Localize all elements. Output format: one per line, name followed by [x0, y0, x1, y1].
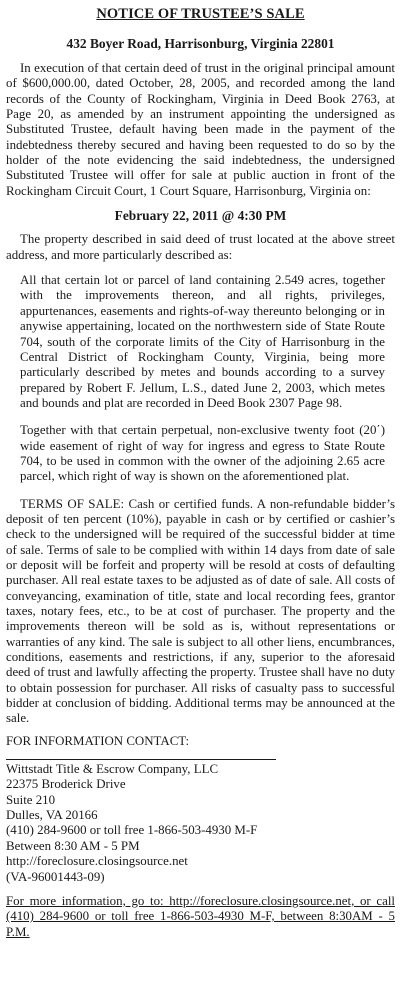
- intro-paragraph: In execution of that certain deed of trust in the original principal amount of $600,000.00, dated October, 28, 2005, and recorded among the land records of the County of Rockingham, Virginia in Deed Book 2763, at Page 20, as amended by an instrument appointing the undersigned as Substituted Trustee, default having been made in the payment of the indebtedness thereby secured and having been requested to do so by the holder of the note evidencing the said indebtedness, the undersigned Substituted Trustee will offer for sale at public auction in front of the Rockingham Circuit Court, 1 Court Square, Harrisonburg, Virginia on:: [6, 61, 395, 198]
- contact-divider: [6, 759, 276, 760]
- sale-date: February 22, 2011 @ 4:30 PM: [114, 208, 287, 224]
- property-description-block: [20, 273, 385, 484]
- contact-block: [6, 762, 395, 885]
- notice-title: NOTICE OF TRUSTEE’S SALE: [96, 6, 305, 22]
- easement-paragraph: Together with that certain perpetual, non-exclusive twenty foot (20΄) wide easement of right of way for ingress and egress to State Route 704, to be used in common with the owner of the adjoining 2.65 acre parcel, which right of way is shown on the aforementioned plat.: [20, 423, 385, 484]
- contact-suite: Suite 210: [6, 792, 56, 807]
- contact-city: Dulles, VA 20166: [6, 808, 98, 823]
- contact-company: Wittstadt Title & Escrow Company, LLC: [6, 762, 219, 777]
- contact-phone: (410) 284-9600 or toll free 1-866-503-4930 M-F: [6, 823, 258, 838]
- contact-heading: FOR INFORMATION CONTACT:: [6, 733, 190, 748]
- contact-website-link[interactable]: http://foreclosure.closingsource.net: [6, 854, 188, 869]
- contact-hours: Between 8:30 AM - 5 PM: [6, 838, 140, 853]
- contact-street: 22375 Broderick Drive: [6, 777, 126, 792]
- legal-description-paragraph: All that certain lot or parcel of land containing 2.549 acres, together with the improvements thereon, and all rights, privileges, appurtenances, easements and rights-of-way thereunto belonging or in anywise appertaining, located on the northwestern side of State Route 704, south of the corporate limits of the City of Harrisonburg in the Central District of Rockingham County, Virginia, being more particularly described by metes and bounds according to a survey prepared by Robert F. Jellum, L.S., dated June 2, 2003, which metes and bounds and plat are recorded in Deed Book 2307 Page 98.: [20, 273, 385, 410]
- property-address: 432 Boyer Road, Harrisonburg, Virginia 22801: [66, 36, 335, 51]
- contact-reference: (VA-96001443-09): [6, 869, 105, 884]
- terms-of-sale-paragraph: TERMS OF SALE: Cash or certified funds. A non-refundable bidder’s deposit of ten percent (10%), payable in cash or by certified or cashier’s check to the undersigned will be required of the successful bidder at time of sale. Terms of sale to be complied with within 14 days from date of sale or deposit will be forfeit and property will be resold at costs of defaulting purchaser. All real estate taxes to be adjusted as of date of sale. All costs of conveyancing, examination of title, state and local recording fees, grantor taxes, notary fees, etc., to be at cost of purchaser. The property and the improvements thereon will be sold as is, without representations or warranties of any kind. The sale is subject to all other liens, encumbrances, conditions, easements and restrictions, if any, superior to the aforesaid deed of trust and lawfully affecting the property. Trustee shall have no duty to obtain possession for purchaser. All risks of casualty pass to successful bidder at conclusion of bidding. Additional terms may be announced at the sale.: [6, 496, 395, 726]
- property-intro-paragraph: The property described in said deed of trust located at the above street address, and more particularly described as:: [6, 232, 395, 262]
- more-info-link[interactable]: For more information, go to: http://foreclosure.closingsource.net, or call (410) 284-9600 or toll free 1-866-503-4930 M-F, between 8:30AM - 5 P.M.: [6, 893, 395, 939]
